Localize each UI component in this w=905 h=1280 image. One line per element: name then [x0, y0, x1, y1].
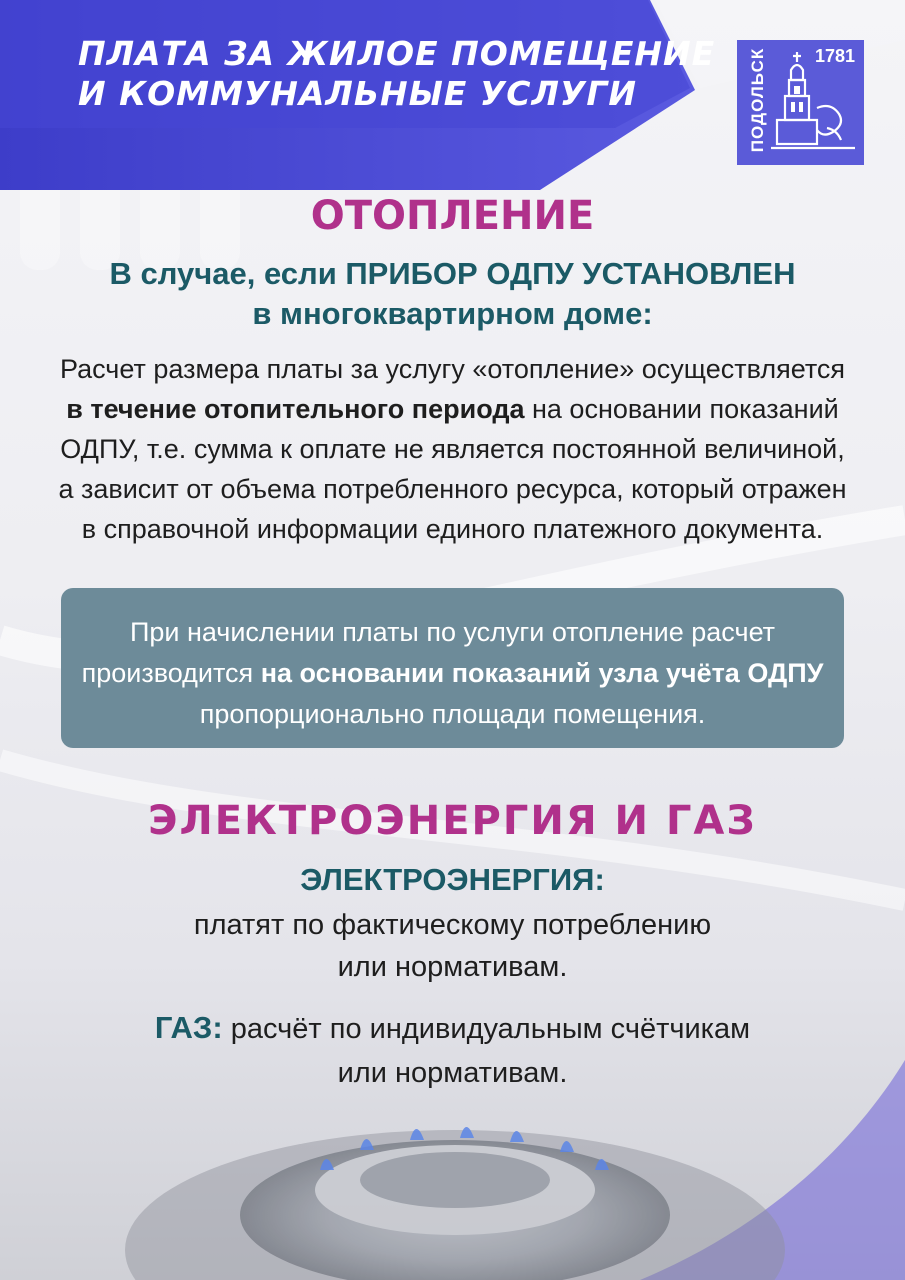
callout-text	[61, 612, 844, 735]
logo-city-name: ПОДОЛЬСК	[748, 47, 767, 153]
callout-line2	[61, 653, 844, 694]
podolsk-logo	[737, 40, 864, 165]
heating-para-bold: в течение отопительного периода	[66, 394, 525, 424]
callout-line3: пропорционально площади помещения.	[199, 699, 706, 729]
heating-para-line2-rest: на основании показаний	[524, 394, 839, 424]
heating-para-line5: в справочной информации единого платежного документа.	[81, 514, 824, 544]
gas-line1-rest: расчёт по индивидуальным счётчикам	[222, 1013, 751, 1045]
heating-title: ОТОПЛЕНИЕ	[310, 193, 595, 239]
gas-burner-image	[125, 1127, 785, 1280]
heating-para-line4: а зависит от объема потребленного ресурса, который отражен	[58, 474, 847, 504]
heating-subtitle-line2: в многоквартирном доме:	[252, 296, 653, 331]
callout-line2-start: производится	[81, 658, 261, 688]
gas-line1	[50, 1006, 855, 1051]
header-title-line2: И КОММУНАЛЬНЫЕ УСЛУГИ	[78, 74, 637, 113]
heating-para-line2	[50, 389, 855, 429]
electricity-line2: или нормативам.	[337, 951, 568, 983]
heating-para-line1: Расчет размера платы за услугу «отопление» осуществляется	[59, 354, 846, 384]
gas-line2: или нормативам.	[337, 1057, 568, 1089]
heating-paragraph	[50, 349, 855, 549]
callout-line2-bold: на основании показаний узла учёта ОДПУ	[260, 658, 824, 688]
heating-callout-box	[61, 588, 844, 748]
gas-label: ГАЗ:	[154, 1010, 223, 1045]
header-title-line1: ПЛАТА ЗА ЖИЛОЕ ПОМЕЩЕНИЕ	[78, 34, 716, 73]
heating-subtitle	[0, 254, 905, 334]
electricity-text	[50, 904, 855, 988]
gas-text	[50, 1006, 855, 1095]
logo-year: 1781	[815, 46, 856, 66]
header-title	[78, 34, 716, 114]
heating-subtitle-line1: В случае, если ПРИБОР ОДПУ УСТАНОВЛЕН	[109, 256, 796, 291]
church-emblem-icon	[767, 48, 859, 160]
power-gas-title: ЭЛЕКТРОЭНЕРГИЯ И ГАЗ	[148, 798, 757, 844]
electricity-label: ЭЛЕКТРОЭНЕРГИЯ:	[300, 862, 605, 897]
callout-line1: При начислении платы по услуги отопление расчет	[129, 617, 776, 647]
electricity-line1: платят по фактическому потреблению	[193, 909, 712, 941]
heating-para-line3: ОДПУ, т.е. сумма к оплате не является постоянной величиной,	[60, 434, 845, 464]
